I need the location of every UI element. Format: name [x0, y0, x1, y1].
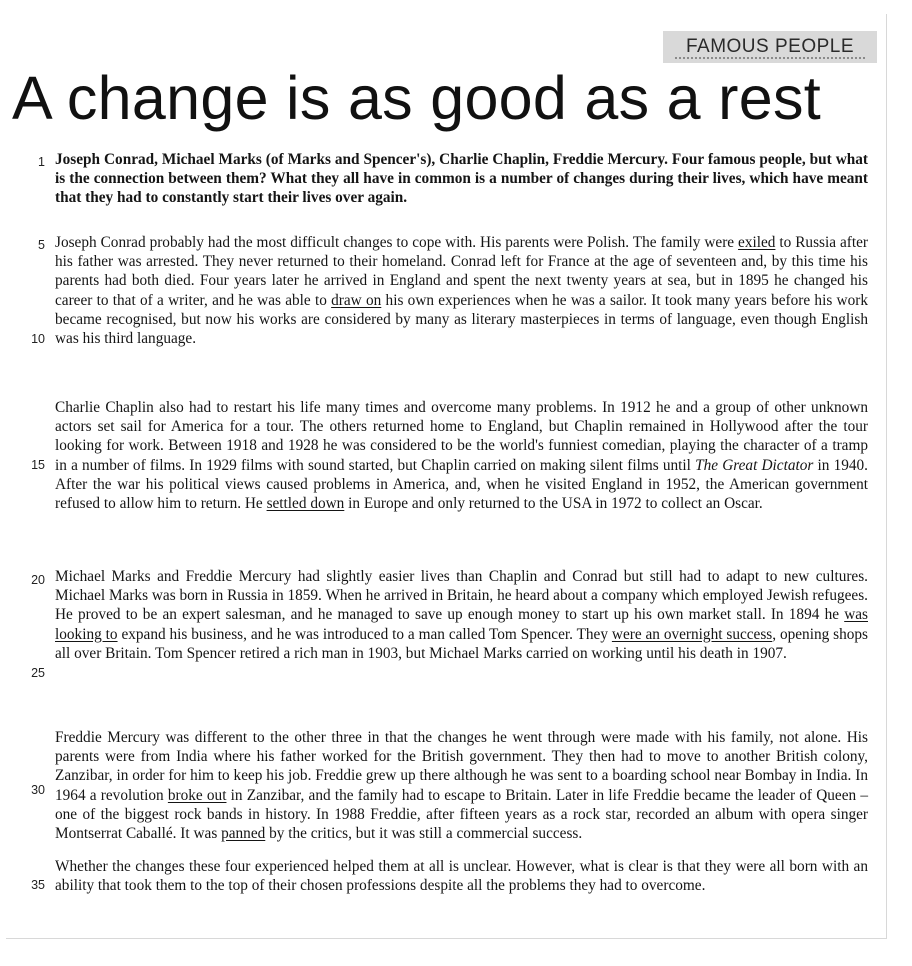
conclusion-paragraph [55, 857, 868, 895]
chaplin-paragraph [55, 398, 868, 513]
vocab-panned: panned [221, 825, 266, 843]
conrad-text: his own experiences when he was a sailor. It took many years before his work became recognised, but now his works are considered by many as literary masterpieces in terms of language, even though English was his third language. [55, 291, 868, 348]
line-number: 35 [31, 878, 45, 892]
marks-text: Michael Marks and Freddie Mercury had slightly easier lives than Chaplin and Conrad but still had to adapt to new cultures. Michael Marks was born in Russia in 1859. When he arrived in Britain, he heard about a company which employed Jewish refugees. He proved to be an expert salesman, and he managed to save up enough money to start up his own market stall. In 1894 he [55, 568, 868, 624]
chaplin-text: in Europe and only returned to the USA in 1972 to collect an Oscar. [344, 495, 763, 513]
page-title: A change is as good as a rest [12, 64, 821, 132]
conclusion-text: Whether the changes these four experienced helped them at all is unclear. However, what is clear is that they were all born with an ability that took them to the top of their chosen professions despite all the problems they had to overcome. [55, 858, 868, 895]
mercury-text: Freddie Mercury was different to the other three in that the changes he went through were made with his family, not alone. His parents were from India where his father worked for the British government. They then had to move to another British colony, Zanzibar, in order for him to keep his job. Freddie grew up there although he was sent to a boarding school near Bombay in India. In 1964 a revolution [55, 729, 868, 804]
film-title: The Great Dictator [695, 456, 814, 474]
vocab-draw-on: draw on [331, 291, 382, 309]
line-number: 15 [31, 458, 45, 472]
line-number: 5 [38, 238, 45, 252]
conrad-text: to Russia after his father was arrested. They never returned to their homeland. Conrad left for France at the age of seventeen and, by this time his parents had both died. Four years later he arrived in England and spent the next twenty years at sea, but in 1895 he changed his career to that of a writer, and he was able to [55, 234, 868, 309]
line-number: 10 [31, 332, 45, 346]
conrad-text: Joseph Conrad probably had the most difficult changes to cope with. His parents were Polish. The family were [55, 234, 739, 251]
line-number: 20 [31, 573, 45, 587]
marks-paragraph [55, 567, 868, 663]
marks-text: , opening shops all over Britain. Tom Spencer retired a rich man in 1903, but Michael Marks carried on working until his death in 1907. [55, 625, 868, 662]
intro-paragraph [55, 150, 868, 208]
vocab-was-looking-to: was looking to [55, 606, 868, 643]
mercury-text: by the critics, but it was still a commercial success. [265, 825, 583, 843]
vocab-settled-down: settled down [266, 495, 345, 513]
intro-text: Joseph Conrad, Michael Marks (of Marks and Spencer's), Charlie Chaplin, Freddie Mercury. Four famous people, but what is the connection between them? What they all have in common is a number of changes during their lives, which have meant that they had to constantly start their lives over again. [55, 151, 868, 207]
chaplin-text: in 1940. After the war his political views caused problems in America, and, when he visited England in 1952, the American government refused to allow him to return. He [55, 456, 868, 513]
line-number: 25 [31, 666, 45, 680]
mercury-text: in Zanzibar, and the family had to escape to Britain. Later in life Freddie became the leader of Queen – one of the biggest rock bands in history. In 1988 Freddie, after fifteen years as a rock star, recorded an album with opera singer Montserrat Caballé. It was [55, 786, 869, 843]
vocab-overnight-success: were an overnight success [611, 625, 773, 643]
vocab-exiled: exiled [738, 234, 776, 251]
chaplin-text: Charlie Chaplin also had to restart his life many times and overcome many problems. In 1912 he and a group of other unknown actors set sail for America for a tour. The others returned home to England, but Chaplin remained in Hollywood after the tour looking for work. Between 1918 and 1928 he was considered to be the world's funniest comedian, playing the character of a tramp in a number of films. In 1929 films with sound started, but Chaplin carried on making silent films until [55, 399, 868, 474]
conrad-paragraph [55, 233, 868, 348]
section-tag: FAMOUS PEOPLE [663, 31, 877, 63]
marks-text: expand his business, and he was introduced to a man called Tom Spencer. They [117, 625, 612, 643]
vocab-broke-out: broke out [167, 786, 227, 804]
line-number: 1 [38, 155, 45, 169]
line-number: 30 [31, 783, 45, 797]
mercury-paragraph [55, 728, 868, 843]
